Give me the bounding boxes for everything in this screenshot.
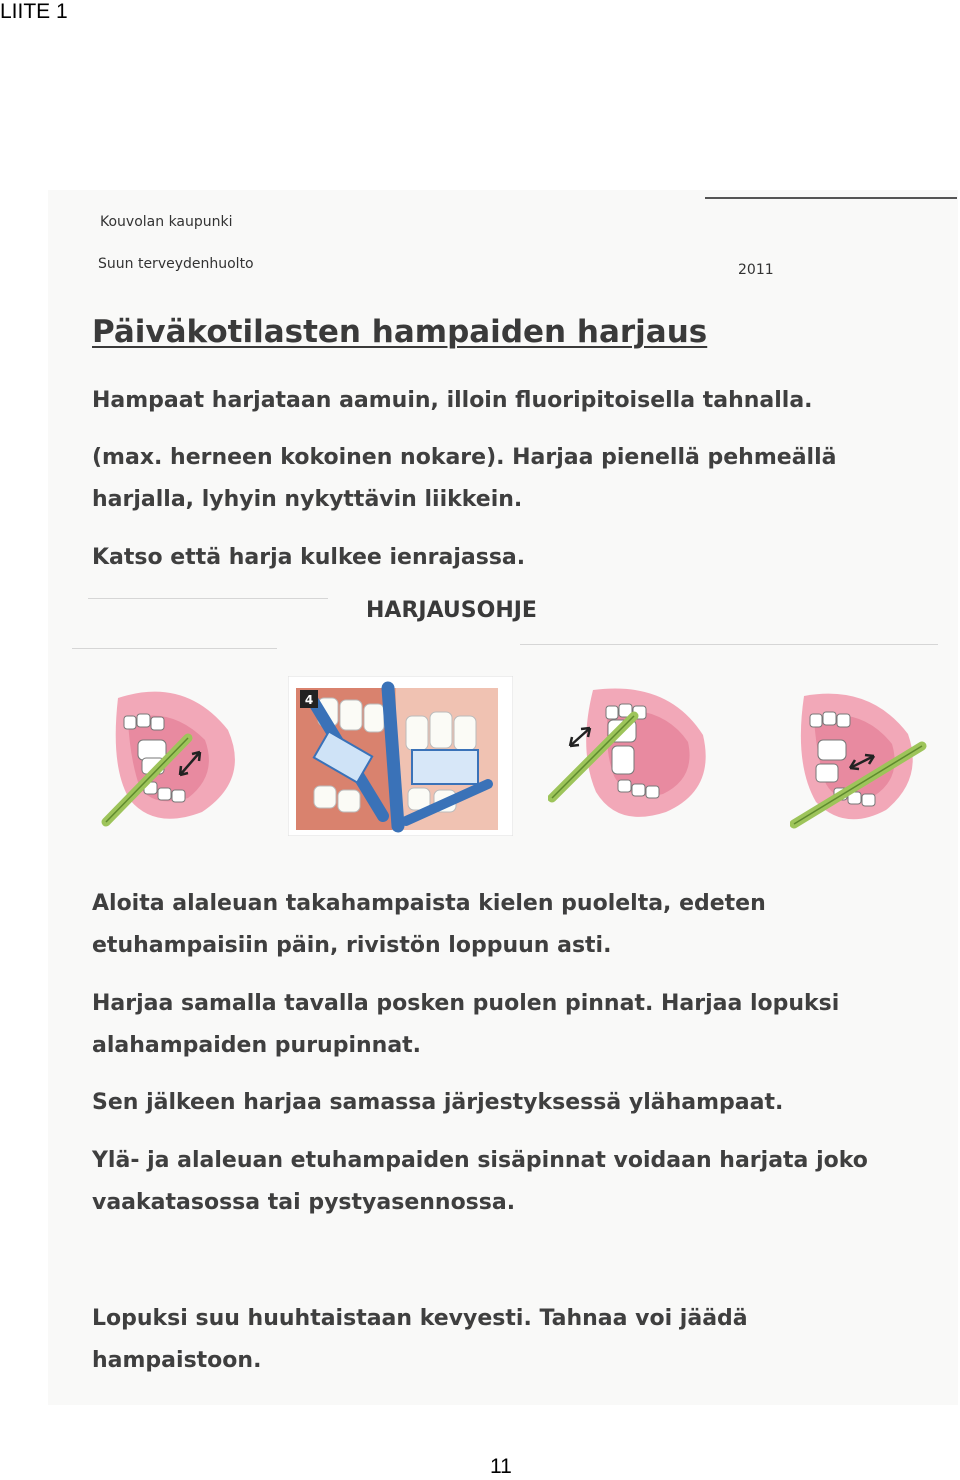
page-title: Päiväkotilasten hampaiden harjaus: [92, 314, 708, 350]
scan-edge-line: [705, 197, 957, 199]
instruction-line-3: Harjaa samalla tavalla posken puolen pinnat. Harjaa lopuksi: [92, 991, 840, 1016]
department-name: Suun terveydenhuolto: [98, 256, 254, 272]
divider: [72, 648, 277, 649]
section-heading: HARJAUSOHJE: [366, 598, 537, 623]
intro-line-3: harjalla, lyhyin nykyttävin liikkein.: [92, 487, 523, 512]
instruction-line-9: hampaistoon.: [92, 1348, 262, 1373]
intro-line-2: (max. herneen kokoinen nokare). Harjaa pienellä pehmeällä: [92, 445, 837, 470]
mouth-brushing-illustration: [100, 680, 250, 830]
intro-line-1: Hampaat harjataan aamuin, illoin fluoripitoisella tahnalla.: [92, 388, 813, 413]
organization-name: Kouvolan kaupunki: [100, 214, 233, 230]
instruction-line-1: Aloita alaleuan takahampaista kielen puolelta, edeten: [92, 891, 766, 916]
instruction-line-5: Sen jälkeen harjaa samassa järjestyksessä ylähampaat.: [92, 1090, 784, 1115]
photo-badge: 4: [304, 693, 314, 707]
instruction-line-7: vaakatasossa tai pystyasennossa.: [92, 1190, 516, 1215]
intro-line-4: Katso että harja kulkee ienrajassa.: [92, 545, 526, 570]
mouth-brushing-illustration: [790, 684, 930, 834]
instruction-line-6: Ylä- ja alaleuan etuhampaiden sisäpinnat voidaan harjata joko: [92, 1148, 868, 1173]
instruction-line-4: alahampaiden purupinnat.: [92, 1033, 422, 1058]
instruction-line-8: Lopuksi suu huuhtaistaan kevyesti. Tahnaa voi jäädä: [92, 1306, 748, 1331]
toothbrush-photo: [288, 676, 513, 836]
instruction-line-2: etuhampaisiin päin, rivistön loppuun asti.: [92, 933, 612, 958]
page-number: 11: [490, 1455, 512, 1478]
annex-label: LIITE 1: [0, 0, 68, 23]
divider: [520, 644, 938, 645]
divider: [88, 598, 328, 599]
leaflet-year: 2011: [738, 262, 774, 278]
mouth-brushing-illustration: [548, 680, 718, 830]
